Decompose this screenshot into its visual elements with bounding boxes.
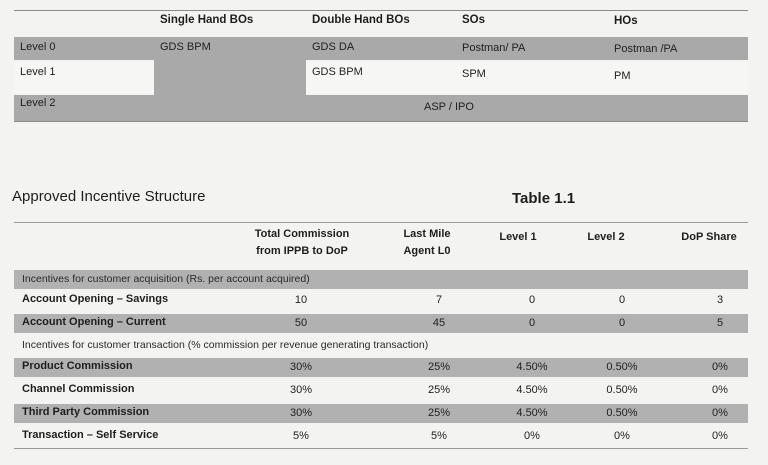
- group-row-transaction: Incentives for customer transaction (% commission per revenue generating transaction): [22, 339, 429, 351]
- row-label: Transaction – Self Service: [22, 429, 159, 441]
- cell-single: GDS BPM: [160, 41, 211, 53]
- col-header-last-mile: Last Mile Agent L0: [403, 228, 451, 257]
- header-hos: HOs: [614, 15, 638, 27]
- header-double-hand-bos: Double Hand BOs: [312, 14, 410, 26]
- header-single-hand-bos: Single Hand BOs: [160, 14, 254, 26]
- row-label: Channel Commission: [22, 383, 135, 395]
- row-level-label: Level 1: [20, 66, 56, 78]
- table-row: Account Opening – Savings 10 7 0 0 3: [22, 293, 724, 306]
- col-header-total-commission: Total Commission from IPPB to DoP: [254, 228, 350, 257]
- row-label: Product Commission: [22, 360, 133, 372]
- table-row: Transaction – Self Service 5% 5% 0% 0% 0%: [22, 429, 728, 442]
- row-level-label: Level 2: [20, 97, 56, 109]
- cell-double: GDS DA: [312, 41, 355, 53]
- cell-hos: Postman /PA: [614, 43, 678, 55]
- table-number: Table 1.1: [512, 190, 576, 207]
- cell-sos: Postman/ PA: [462, 42, 526, 54]
- col-header-dop-share: DoP Share: [681, 231, 737, 243]
- cell-hos: PM: [614, 70, 631, 82]
- row-level-label: Level 0: [20, 41, 56, 53]
- table-bottom-rule: [14, 121, 748, 122]
- col-header-level2: Level 2: [587, 231, 625, 243]
- table-top-rule: [14, 10, 748, 11]
- col-header-level1: Level 1: [499, 231, 537, 243]
- table-row: [14, 95, 748, 121]
- table-row: Third Party Commission 30% 25% 4.50% 0.50% 0%: [14, 404, 748, 423]
- table-row: Channel Commission 30% 25% 4.50% 0.50% 0%: [22, 383, 728, 396]
- table-row: [14, 37, 748, 60]
- cell-double: GDS BPM: [312, 66, 363, 78]
- section-title: Approved Incentive Structure: [12, 188, 206, 205]
- header-sos: SOs: [462, 14, 486, 26]
- row-label: Account Opening – Savings: [22, 293, 169, 305]
- table-row: Product Commission 30% 25% 4.50% 0.50% 0%: [14, 358, 748, 377]
- group-row-acquisition: Incentives for customer acquisition (Rs. per account acquired): [14, 270, 748, 289]
- table-row: [14, 60, 748, 95]
- incentive-table: [14, 222, 748, 454]
- row-label: Account Opening – Current: [22, 316, 166, 328]
- cell-sos: SPM: [462, 68, 486, 80]
- office-hierarchy-table: [14, 10, 748, 122]
- row-label: Third Party Commission: [22, 406, 150, 418]
- cell-merged: ASP / IPO: [424, 101, 474, 113]
- table-row: Account Opening – Current 50 45 0 0 5: [14, 314, 748, 333]
